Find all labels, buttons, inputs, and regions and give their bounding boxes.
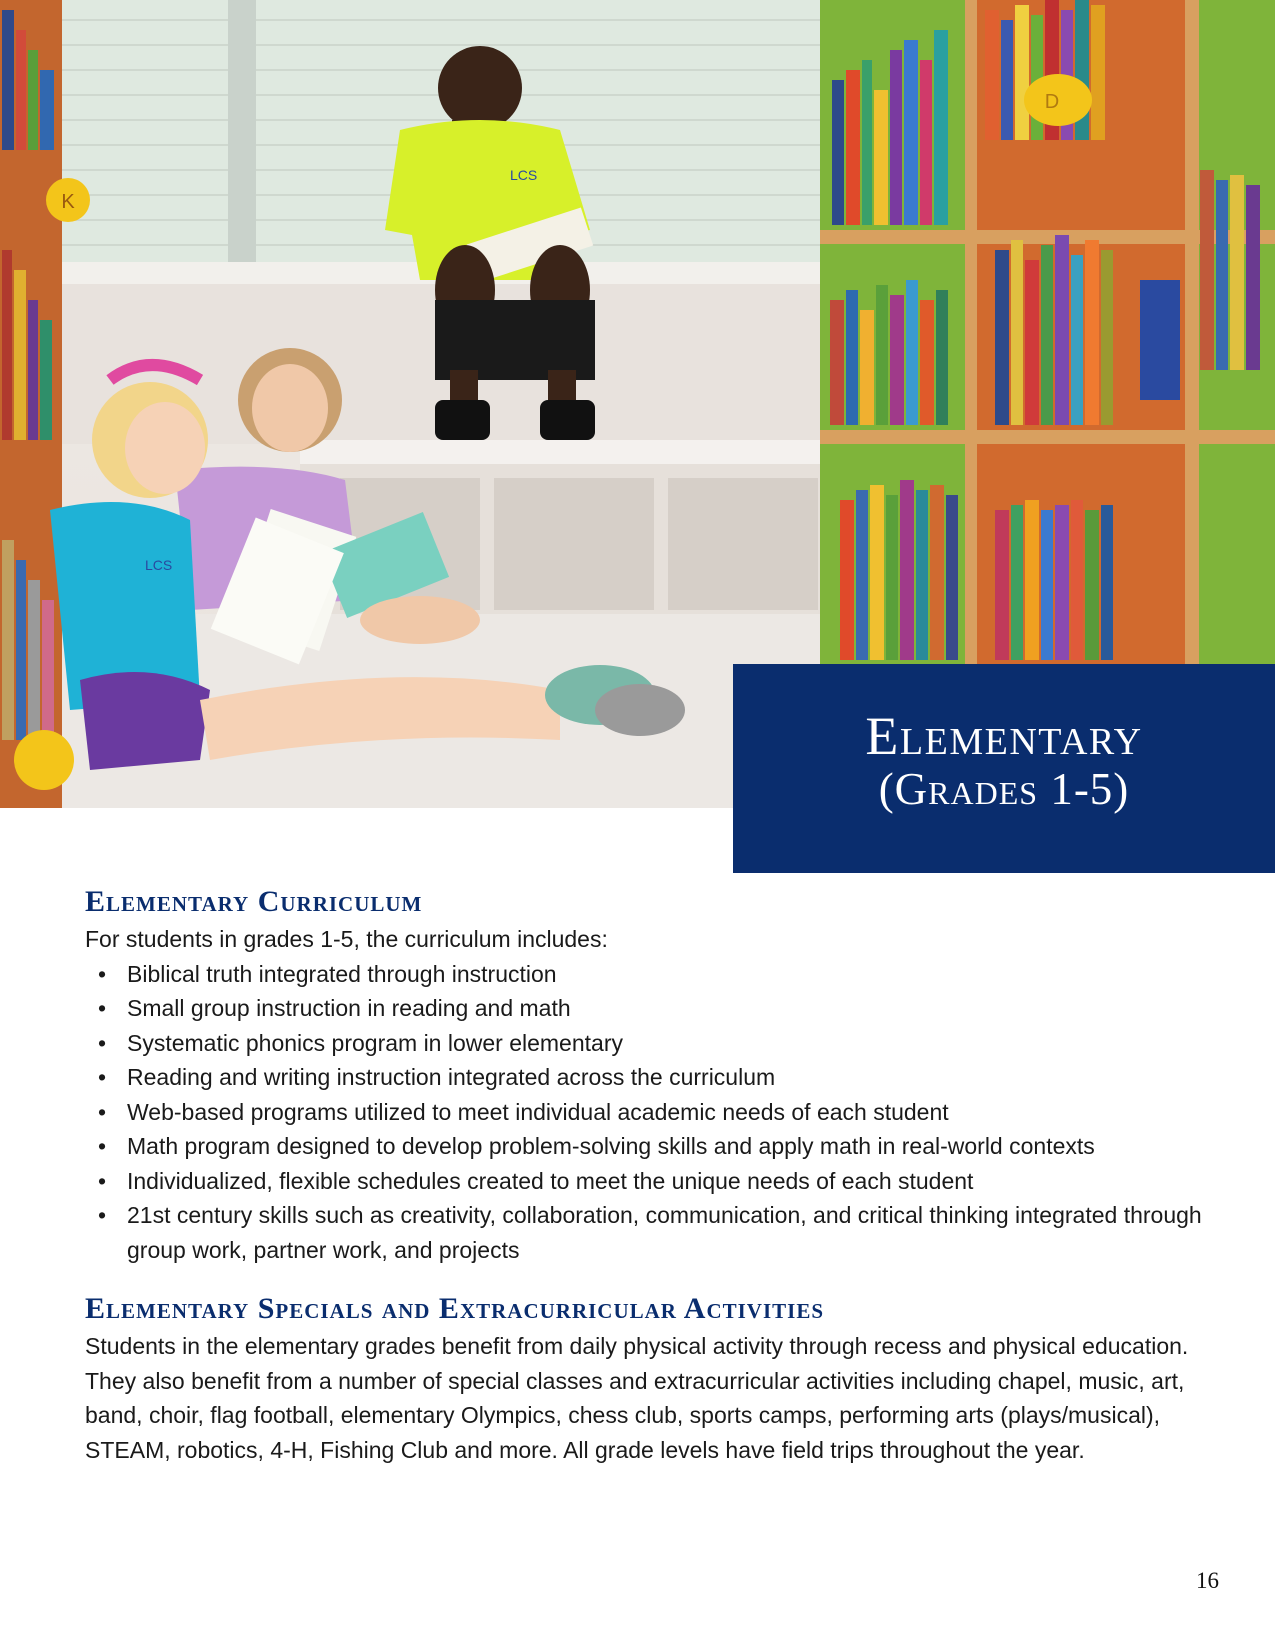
curriculum-heading: Elementary Curriculum: [85, 885, 423, 918]
specials-paragraph: Students in the elementary grades benefit from daily physical activity through recess and physical education. They also benefit from a number of special classes and extracurricular activities including chapel, music, art, band, choir, flag football, elementary Olympics, chess club, sports camps, performing arts (plays/musical), STEAM, robotics, 4-H, Fishing Club and more. All grade levels have field trips throughout the year.: [85, 1333, 1189, 1463]
shelf-label-k: K: [61, 191, 75, 213]
specials-heading: Elementary Specials and Extracurricular Activities: [85, 1292, 825, 1325]
page-number: 16: [1196, 1568, 1219, 1593]
section-title-box: [733, 664, 1275, 873]
list-item: • Web-based programs utilized to meet individual academic needs of each student: [85, 1095, 1205, 1130]
section-title: Elementary: [865, 706, 1143, 766]
section-subtitle: (Grades 1-5): [878, 764, 1130, 814]
list-item: • Small group instruction in reading and math: [85, 991, 1205, 1026]
list-item: • Biblical truth integrated through instruction: [85, 957, 1205, 992]
list-item: • Math program designed to develop problem-solving skills and apply math in real-world contexts: [85, 1129, 1205, 1164]
bench: [300, 440, 840, 464]
list-item: • Reading and writing instruction integrated across the curriculum: [85, 1060, 1205, 1095]
shirt-logo-2: LCS: [145, 557, 173, 573]
list-item: • Systematic phonics program in lower elementary: [85, 1026, 1205, 1061]
curriculum-list: [85, 957, 1205, 1268]
list-item: • Individualized, flexible schedules created to meet the unique needs of each student: [85, 1164, 1205, 1199]
shirt-logo: LCS: [510, 167, 538, 183]
list-item: • 21st century skills such as creativity, collaboration, communication, and critical thinking integrated through group work, partner work, and projects: [85, 1198, 1205, 1267]
content-area: [85, 882, 1205, 1467]
curriculum-intro: For students in grades 1-5, the curriculum includes:: [85, 926, 608, 952]
shelf-label-d: D: [1044, 91, 1060, 113]
